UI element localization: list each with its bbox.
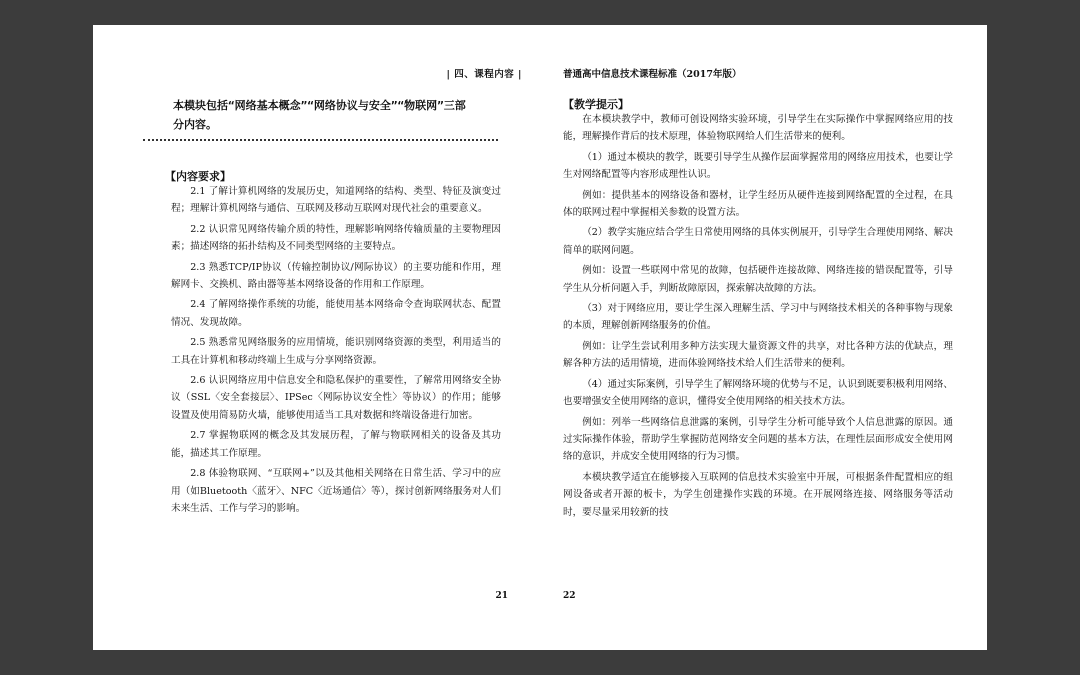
paragraph: 例如：列举一些网络信息泄露的案例，引导学生分析可能导致个人信息泄露的原因。通过实际操作体验，帮助学生掌握防范网络安全问题的基本方法，在理性层面形成安全使用网络的意识，并成安全使用网络的行为习惯。 [563,416,953,463]
requirement-item: 2.5 熟悉常见网络服务的应用情境，能识别网络资源的类型，利用适当的工具在计算机和移动终端上生成与分享网络资源。 [171,337,501,366]
requirement-item: 2.7 掌握物联网的概念及其发展历程，了解与物联网相关的设备及其功能，描述其工作原理。 [171,430,501,459]
requirement-item: 2.2 认识常见网络传输介质的特性，理解影响网络传输质量的主要物理因素；描述网络的拓扑结构及不同类型网络的主要特点。 [171,223,501,253]
paragraph: 例如：设置一些联网中常见的故障，包括硬件连接故障、网络连接的错误配置等，引导学生从分析问题入手，判断故障原因，探索解决故障的方法。 [563,265,953,294]
right-running-header: 普通高中信息技术课程标准（2017年版） [563,69,742,80]
paragraph: （4）通过实际案例，引导学生了解网络环境的优势与不足，认识到既要积极利用网络、也要增强安全使用网络的意识，懂得安全使用网络的相关技术方法。 [563,378,953,408]
paragraph: （1）通过本模块的教学，既要引导学生从操作层面掌握常用的网络应用技术，也要让学生对网络配置等内容形成理性认识。 [563,151,953,181]
paragraph: 例如：提供基本的网络设备和器材，让学生经历从硬件连接到网络配置的全过程，在具体的联网过程中掌握相关参数的设置方法。 [563,189,953,219]
dotted-divider [143,139,498,141]
paragraph: 本模块教学适宜在能够接入互联网的信息技术实验室中开展，可根据条件配置相应的组网设备或者开源的板卡，为学生创建操作实践的环境。在开展网络连接、网络服务等活动时，要尽量采用较新的技 [563,471,953,518]
page-number: 22 [563,591,576,601]
teaching-tips-title: 【教学提示】 [563,98,629,111]
book-spread [93,25,987,650]
module-intro: 本模块包括“网络基本概念”“网络协议与安全”“物联网”三部分内容。 [173,99,466,131]
requirements-list [171,183,501,520]
paragraph: （3）对于网络应用，要让学生深入理解生活、学习中与网络技术相关的各种事物与现象的本质，理解创新网络服务的价值。 [563,303,953,332]
requirement-item: 2.1 了解计算机网络的发展历史，知道网络的结构、类型、特征及演变过程；理解计算机网络与通信、互联网及移动互联网对现代社会的重要意义。 [171,186,501,215]
paragraph: 在本模块教学中，教师可创设网络实验环境，引导学生在实际操作中掌握网络应用的技能，理解操作背后的技术原理，体验物联网给人们生活带来的便利。 [563,114,953,143]
requirement-item: 2.8 体验物联网、“互联网+”以及其他相关网络在日常生活、学习中的应用（如Bluetooth〈蓝牙〉、NFC〈近场通信〉等），探讨创新网络服务对人们未来生活、工作与学习的影响。 [171,468,501,514]
left-page [93,25,540,650]
requirement-item: 2.4 了解网络操作系统的功能，能使用基本网络命令查询联网状态、配置情况、发现故障。 [171,299,501,328]
left-running-header: | 四、课程内容 | [446,69,522,80]
requirement-item: 2.3 熟悉TCP/IP协议（传输控制协议/网际协议）的主要功能和作用，理解网卡、交换机、路由器等基本网络设备的作用和工作原理。 [171,261,501,291]
paragraph: 例如：让学生尝试利用多种方法实现大量资源文件的共享，对比各种方法的优缺点，理解各种方法的适用情境，进而体验网络技术给人们生活带来的便利。 [563,340,953,370]
requirement-item: 2.6 认识网络应用中信息安全和隐私保护的重要性，了解常用网络安全协议（SSL〈安全套接层〉、IPSec〈网际协议安全性〉等协议）的作用；能够设置及使用简易防火墙，能够使用适当工具对数据和终端设备进行加密。 [171,375,501,421]
paragraph: （2）教学实施应结合学生日常使用网络的具体实例展开，引导学生合理使用网络、解决简单的联网问题。 [563,227,953,256]
right-page [540,25,987,650]
page-number: 21 [495,591,508,601]
teaching-tips-body [563,111,953,524]
content-requirements-title: 【内容要求】 [165,170,231,183]
